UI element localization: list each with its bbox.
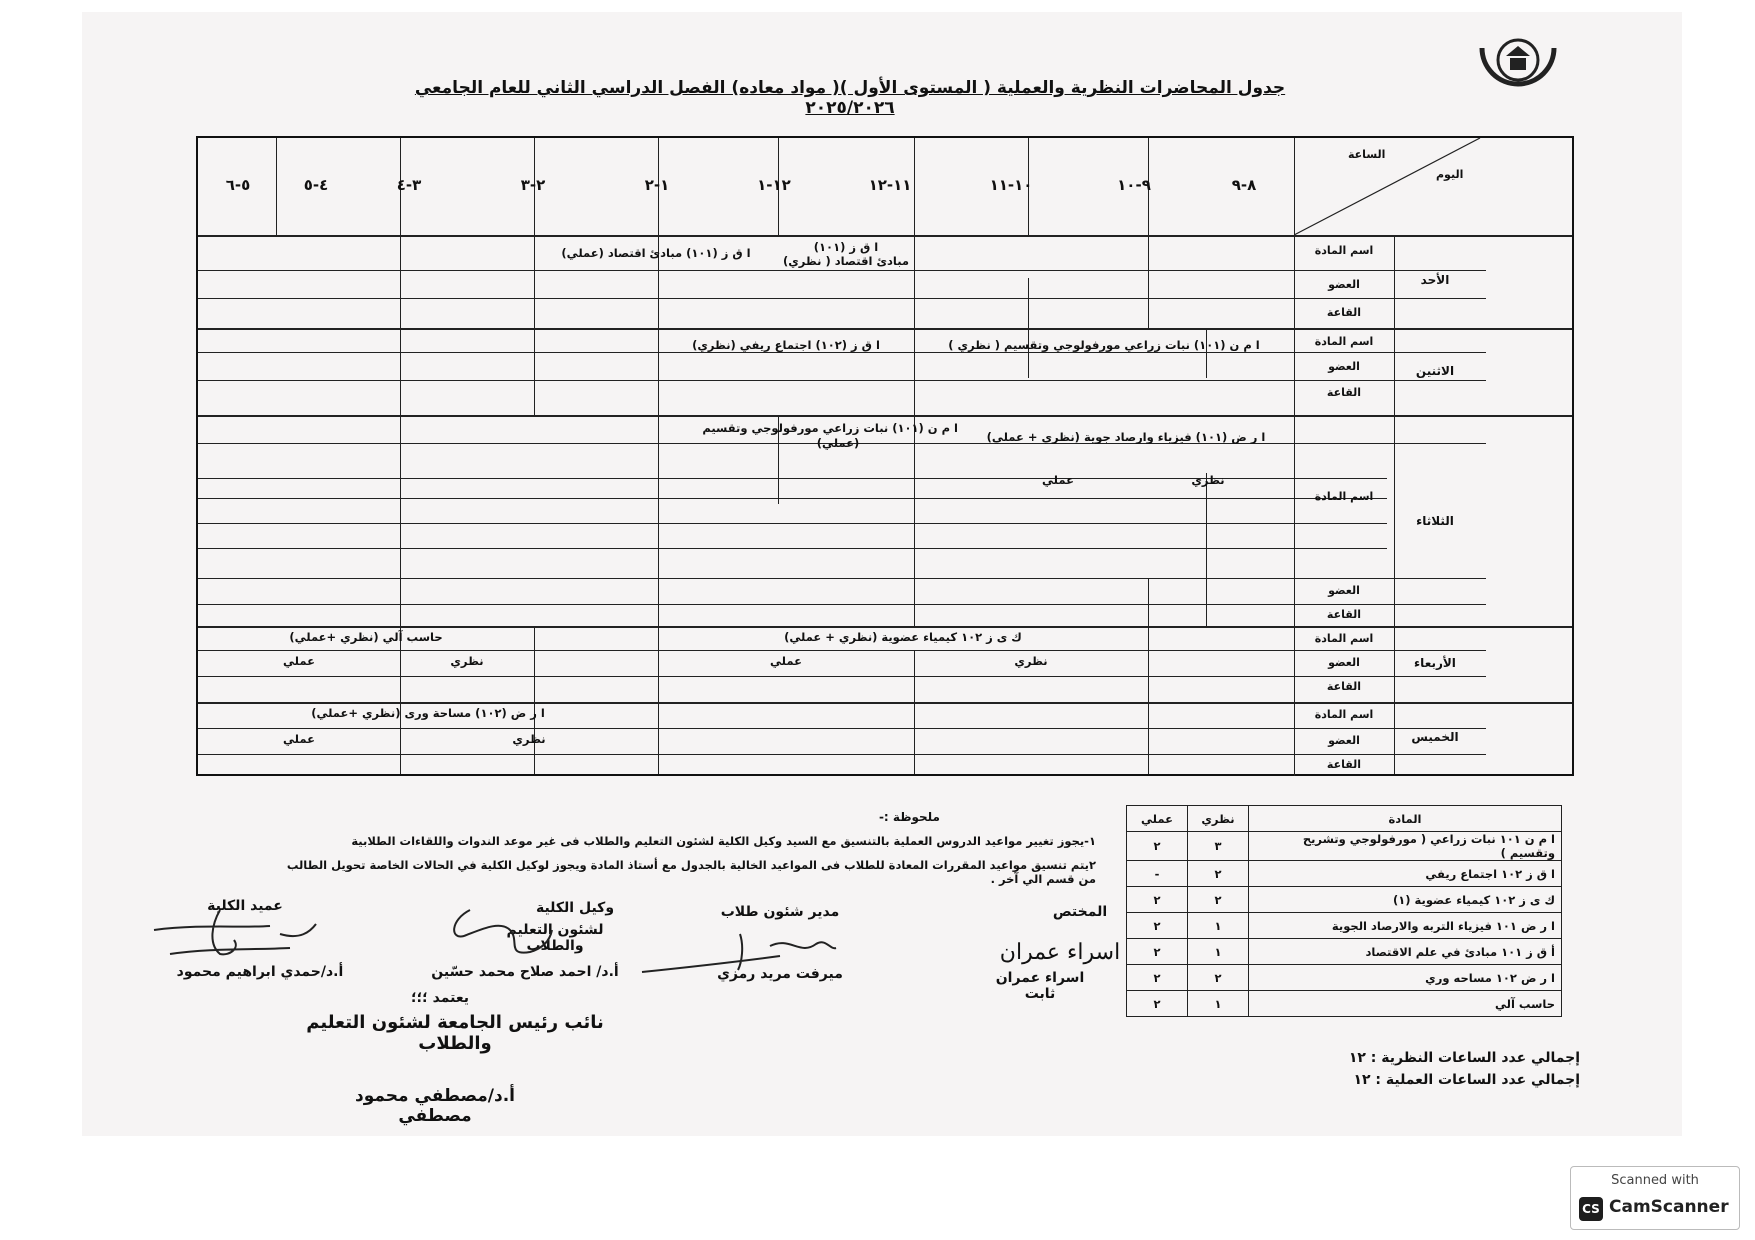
summary-header: نظري [1188, 806, 1249, 832]
hour-header: ٨-٩ [1231, 176, 1257, 194]
student-affairs-name: ميرفت مريد رمزي [717, 966, 843, 982]
notes-heading: ملحوظة :- [878, 810, 940, 824]
row-label-member: العضو [1328, 278, 1360, 291]
table-row: أ ق ز ١٠١ مبادئ في علم الاقتصاد ١ ٢ [1127, 939, 1562, 965]
vice-dean-title: وكيل الكلية [535, 900, 615, 916]
dean-signature [150, 904, 320, 964]
entry-sun-econ-theory: ا ق ز (١٠١) [813, 240, 879, 254]
hour-header: ١٠-١١ [989, 176, 1033, 194]
hour-header: ٢-٣ [520, 176, 546, 194]
table-row: ا ق ز ١٠٢ اجتماع ريفي ٢ - [1127, 861, 1562, 887]
summary-header: المادة [1249, 806, 1562, 832]
entry-thu-surveying: ا ر ض (١٠٢) مساحة ورى (نظري +عملي) [311, 706, 545, 720]
hour-header: ٥-٦ [225, 176, 251, 194]
subjects-summary-table [1126, 805, 1562, 1017]
row-label-subject: اسم المادة [1314, 632, 1374, 645]
day-wednesday: الأربعاء [1414, 656, 1456, 670]
entry-wed-computer-practical: عملي [283, 654, 315, 668]
hour-header: ٩-١٠ [1117, 176, 1151, 194]
hour-header: ١١-١٢ [868, 176, 912, 194]
entry-thu-surveying-theory: نظري [512, 732, 546, 746]
row-label-member: العضو [1328, 584, 1360, 597]
table-row: ا ر ض ١٠٢ مساحه وري ٢ ٢ [1127, 965, 1562, 991]
camscanner-badge [1570, 1166, 1740, 1230]
entry-wed-chemistry: ك ى ز ١٠٢ كيمياء عضوية (نظري + عملي) [784, 630, 1022, 644]
row-label-subject: اسم المادة [1314, 335, 1374, 348]
entry-tue-physics-practical: عملي [1042, 473, 1074, 487]
camscanner-icon: CS [1579, 1197, 1603, 1221]
entry-sun-econ-theory-name: مبادئ اقتصاد ( نظري) [782, 254, 910, 268]
table-row: حاسب آلي ١ ٢ [1127, 991, 1562, 1017]
summary-header: عملي [1127, 806, 1188, 832]
table-row: ا ر ض ١٠١ فيزياء التربه والارصاد الجوية ١ ٢ [1127, 913, 1562, 939]
row-label-member: العضو [1328, 360, 1360, 373]
entry-wed-computer: حاسب آلي (نظري +عملي) [289, 630, 443, 644]
vice-dean-signature [440, 900, 560, 970]
entry-tue-physics-theory: نظري [1191, 473, 1225, 487]
total-practical-hours: إجمالي عدد الساعات العملية : ١٢ [1353, 1072, 1580, 1088]
total-theory-hours: إجمالي عدد الساعات النظرية : ١٢ [1348, 1050, 1580, 1066]
scanner-name: CamScanner [1609, 1197, 1729, 1217]
dean-name: أ.د/حمدي ابراهيم محمود [176, 964, 344, 980]
row-label-member: العضو [1328, 656, 1360, 669]
entry-wed-chemistry-practical: عملي [770, 654, 802, 668]
entry-tue-physics: ا ر ض (١٠١) فيزياء وارصاد جوية (نظري + عملي) [986, 430, 1266, 444]
approve-label: يعتمد ؛؛؛ [410, 990, 470, 1006]
day-monday: الاثنين [1415, 364, 1455, 378]
university-logo [1476, 38, 1560, 104]
vice-dean-name: أ.د/ احمد صلاح محمد حسّين [431, 964, 619, 980]
entry-mon-sociology: ا ق ز (١٠٢) اجتماع ريفي (نظري) [692, 338, 880, 352]
entry-tue-botany-type: (عملي) [816, 436, 860, 450]
row-label-member: العضو [1328, 734, 1360, 747]
page-title: جدول المحاضرات النظرية والعملية ( المستوى الأول )( مواد معاده) الفصل الدراسي الثاني للعام الجامعي ٢٠٢٥/٢٠٢٦ [414, 78, 1286, 118]
row-label-hall: القاعة [1326, 680, 1362, 693]
dean-title: عميد الكلية [207, 898, 283, 914]
row-label-hall: القاعة [1326, 306, 1362, 319]
row-label-subject: اسم المادة [1314, 244, 1374, 257]
corner-day-label: اليوم [1436, 168, 1464, 181]
row-label-hall: القاعة [1326, 758, 1362, 771]
entry-wed-chemistry-theory: نظري [1014, 654, 1048, 668]
schedule-grid [196, 136, 1574, 776]
table-row: ا م ن ١٠١ نبات زراعي ( مورفولوجي وتشريح وتقسيم ) ٣ ٢ [1127, 832, 1562, 861]
scanner-caption: Scanned with [1611, 1173, 1699, 1188]
row-label-hall: القاعة [1326, 386, 1362, 399]
table-row: ك ى ز ١٠٢ كيمياء عضوية (١) ٢ ٢ [1127, 887, 1562, 913]
entry-thu-surveying-practical: عملي [283, 732, 315, 746]
hour-header: ٤-٥ [303, 176, 329, 194]
vice-president-name: أ.د/مصطفي محمود مصطفي [355, 1086, 515, 1126]
specialist-signature: اسراء عمران [999, 940, 1121, 965]
note-1: ١-يجوز تغيير مواعيد الدروس العملية بالتنسيق مع السيد وكيل الكلية لشئون التعليم والطلاب فى غير موعد الندوات واللقاءات الطلابية [351, 834, 1096, 848]
hour-header: ١-٢ [644, 176, 670, 194]
specialist-title: المختص [1052, 904, 1108, 920]
day-thursday: الخميس [1411, 730, 1459, 744]
vice-president-title: نائب رئيس الجامعة لشئون التعليم والطلاب [306, 1012, 604, 1054]
day-sunday: الأحد [1420, 273, 1450, 287]
corner-hour-label: الساعة [1348, 148, 1386, 161]
row-label-subject: اسم المادة [1314, 490, 1374, 503]
hour-header: ١٢-١ [757, 176, 791, 194]
entry-wed-computer-theory: نظري [450, 654, 484, 668]
entry-sun-econ-practical: ا ق ز (١٠١) مبادئ اقتصاد (عملي) [561, 246, 751, 260]
specialist-name: اسراء عمران ثابت [995, 970, 1085, 1002]
note-2: ٢يتم تنسيق مواعيد المقررات المعادة للطلاب فى المواعيد الخالية بالجدول مع أستاذ المادة ويجوز لوكيل الكلية في الحالات الخاصة تحويل الطالب من قسم الي آخر . [286, 858, 1096, 886]
entry-mon-botany: ا م ن (١٠١) نبات زراعي مورفولوجي وتقسيم ( نظري ) [948, 338, 1260, 352]
hour-header: ٣-٤ [396, 176, 422, 194]
row-label-subject: اسم المادة [1314, 708, 1374, 721]
entry-tue-botany: ا م ن (١٠١) نبات زراعي مورفولوجي وتقسيم [702, 421, 958, 435]
student-affairs-title: مدير شئون طلاب [720, 904, 840, 920]
day-tuesday: الثلاثاء [1416, 514, 1454, 528]
row-label-hall: القاعة [1326, 608, 1362, 621]
corner-diagonal [1294, 138, 1576, 235]
vice-dean-title-2: لشئون التعليم والطلاب [506, 922, 604, 954]
